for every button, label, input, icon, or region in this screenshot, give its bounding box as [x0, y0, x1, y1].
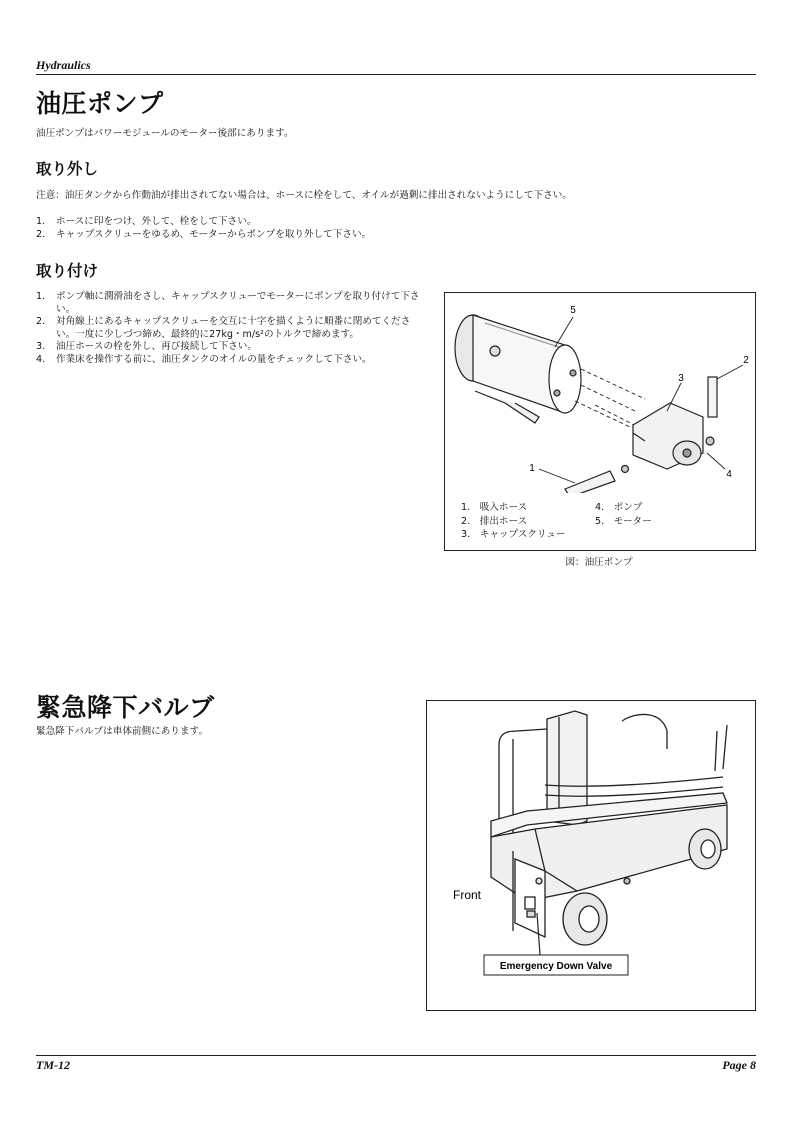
legend-item: 3. キャップスクリュー [461, 529, 566, 540]
list-item: 2. キャップスクリューをゆるめ、モーターからポンプを取り外して下さい。 [36, 228, 372, 240]
pump-figure [444, 292, 756, 551]
discharge-hose [708, 377, 717, 417]
removal-note: 注意：油圧タンクから作動油が排出されてない場合は、ホースに栓をして、オイルが過剰に排出されないようにして下さい。 [36, 190, 572, 201]
front-label: Front [453, 888, 482, 902]
list-item: 2. 対角線上にあるキャップスクリューを交互に十字を描くように順番に閉めてください。一度に少しづつ締め、最終的に27kg・m/s²のトルクで締めます。 [36, 316, 411, 340]
footer-doc-id: TM-12 [36, 1058, 70, 1072]
valve-label: Emergency Down Valve [499, 961, 613, 972]
callout-1: 1 [529, 463, 535, 474]
pump [633, 403, 703, 469]
lift-diagram [427, 701, 755, 1010]
legend-item: 1. 吸入ホース [461, 502, 528, 513]
pump-title: 油圧ポンプ [36, 89, 164, 118]
list-item: 3. 油圧ホースの栓を外し、再び接続して下さい。 [36, 341, 257, 353]
removal-steps [36, 216, 656, 241]
page-number: Page 8 [722, 1058, 756, 1072]
pump-diagram [445, 293, 755, 493]
valve-title: 緊急降下バルブ [36, 693, 215, 722]
motor [455, 315, 581, 423]
list-item: 4. 作業床を操作する前に、油圧タンクのオイルの量をチェックして下さい。 [36, 353, 372, 365]
legend-right [595, 501, 652, 528]
pump-intro: 油圧ポンプはパワーモジュールのモーター後部にあります。 [36, 128, 294, 139]
callout-3: 3 [678, 373, 684, 384]
valve-intro: 緊急降下バルブは車体前側にあります。 [36, 726, 208, 737]
footer-rule [36, 1055, 756, 1056]
install-heading: 取り付け [36, 262, 99, 280]
legend-item: 5. モーター [595, 515, 652, 527]
list-item: 1. ホースに印をつけ、外して、栓をして下さい。 [36, 216, 257, 227]
callout-2: 2 [743, 355, 749, 366]
removal-heading: 取り外し [36, 160, 99, 178]
legend-item: 2. 排出ホース [461, 515, 528, 527]
header-rule [36, 74, 756, 75]
valve-figure [426, 700, 756, 1011]
pump-figure-caption: 図：油圧ポンプ [565, 557, 633, 568]
list-item: 1. ポンプ軸に潤滑油をさし、キャップスクリューでモーターにポンプを取り付けて下さい。 [36, 291, 420, 315]
callout-5: 5 [570, 305, 576, 316]
install-steps [36, 291, 428, 367]
legend-item: 4. ポンプ [595, 502, 643, 513]
running-head: Hydraulics [36, 58, 91, 72]
callout-4: 4 [726, 469, 732, 480]
legend-left [461, 501, 565, 542]
